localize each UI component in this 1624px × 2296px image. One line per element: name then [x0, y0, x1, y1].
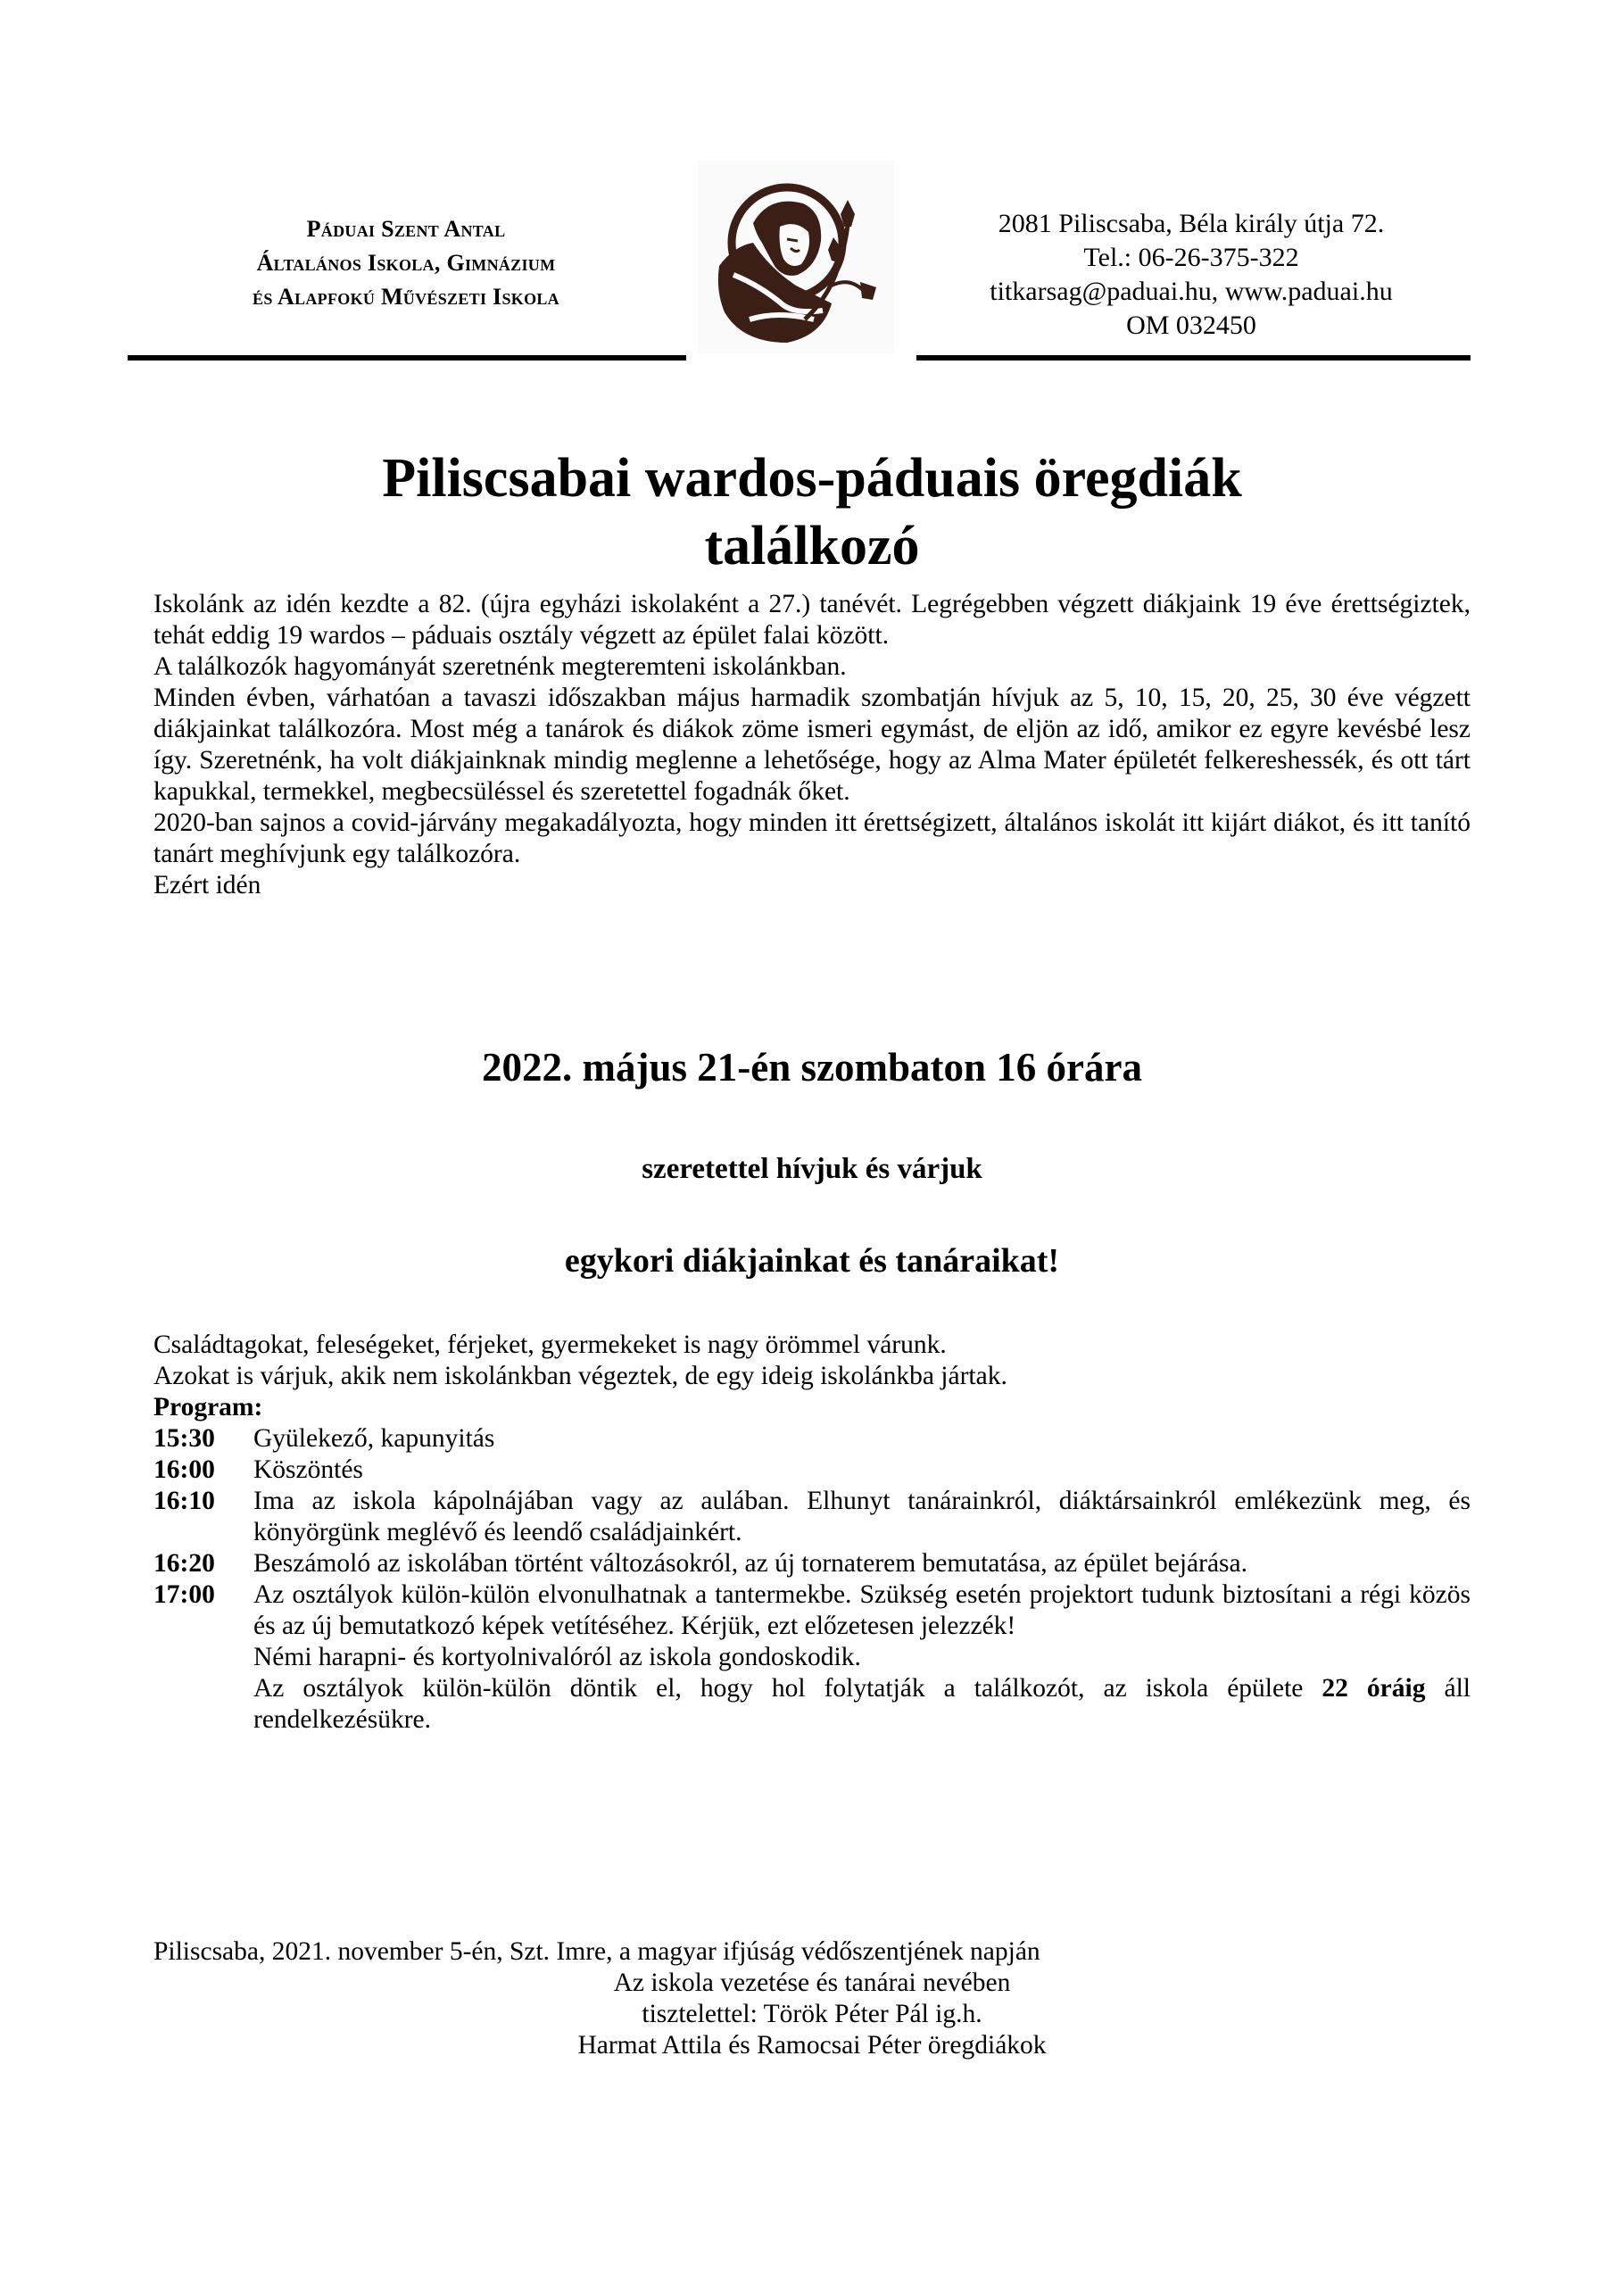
program-item: [153, 1423, 1471, 1455]
school-name-line: Általános Iskola, Gimnázium: [256, 250, 556, 276]
intro-paragraph: Iskolánk az idén kezdte a 82. (újra egyházi iskolaként a 27.) tanévét. Legrégebben végzett diákjaink 19 éve érettségiztek, tehát eddig 19 wardos – páduais osztály végzett az épület falai között.: [153, 590, 1471, 650]
school-name-line: és Alapfokú Művészeti Iskola: [253, 284, 559, 310]
email-website: titkarsag@paduai.hu, www.paduai.hu: [990, 277, 1393, 306]
signature-line: tisztelettel: Török Péter Pál ig.h.: [642, 2000, 982, 2028]
program-desc: Köszöntés: [253, 1455, 363, 1484]
program-desc: Gyülekező, kapunyitás: [253, 1424, 495, 1453]
program-item: [153, 1486, 1471, 1548]
signature-line: Harmat Attila és Ramocsai Péter öregdiákok: [577, 2031, 1047, 2060]
intro-paragraph: A találkozók hagyományát szeretnénk megteremteni iskolánkban.: [153, 652, 847, 681]
intro-paragraph: Minden évben, várhatóan a tavaszi időszakban május harmadik szombatján hívjuk az 5, 10, 15, 20, 25, 30 éve végzett diákjainkat találkozóra. Most még a tanárok és diákok zöme ismeri egymást, de eljön az idő, amikor ez egyre kevésbé lesz így. Szeretnénk, ha volt diákjainknak mindig meglenne a lehetősége, hogy az Alma Mater épületét felkereshessék, és ott tárt kapukkal, termekkel, megbecsüléssel és szeretettel fogadnák őket.: [153, 684, 1471, 806]
program-note: [253, 1673, 1471, 1736]
event-audience: egykori diákjainkat és tanáraikat!: [564, 1242, 1060, 1280]
signature-line: Az iskola vezetése és tanárai nevében: [613, 1969, 1011, 1997]
school-name-line: Páduai Szent Antal: [306, 216, 506, 242]
program-desc: Ima az iskola kápolnájában vagy az aulában. Elhunyt tanárainkról, diáktársainkról emlékezünk meg, és könyörgünk meglévő és leendő családjainkért.: [253, 1487, 1471, 1546]
header-divider-right: [916, 355, 1471, 361]
header-divider-left: [128, 355, 686, 361]
program-desc: Beszámoló az iskolában történt változásokról, az új tornaterem bemutatása, az épület bejárása.: [253, 1549, 1247, 1578]
program-time: 17:00: [153, 1580, 215, 1609]
school-name: [125, 212, 687, 314]
program-section: [153, 1330, 1471, 1736]
welcome-paragraph: Azokat is várjuk, akik nem iskolánkban végeztek, de egy ideig iskolánkba jártak.: [153, 1362, 1007, 1390]
program-note-text: áll rendelkezésükre.: [253, 1674, 1471, 1734]
program-time: 15:30: [153, 1424, 215, 1453]
title-line-1: Piliscsabai wardos-páduais öregdiák: [382, 448, 1242, 509]
program-item: [153, 1548, 1471, 1579]
program-time: 16:10: [153, 1487, 215, 1515]
intro-paragraph: 2020-ban sajnos a covid-járvány megakadályozta, hogy minden itt érettségizett, általános iskolát itt kijárt diákot, és itt tanító tanárt meghívjunk egy találkozóra.: [153, 808, 1471, 868]
school-contact: [910, 207, 1472, 343]
intro-paragraph: Ezért idén: [153, 871, 261, 899]
om-id: OM 032450: [1126, 311, 1256, 340]
event-date: 2022. május 21-én szombaton 16 órára: [482, 1045, 1142, 1090]
intro-section: [153, 589, 1471, 901]
signature-block: [153, 1936, 1471, 2061]
program-time: 16:20: [153, 1549, 215, 1578]
page-title: [143, 444, 1481, 580]
program-desc-group: [253, 1579, 1471, 1736]
event-invite: szeretettel hívjuk és várjuk: [642, 1153, 982, 1185]
title-line-2: találkozó: [704, 516, 920, 576]
saint-anthony-logo-icon: [698, 161, 894, 353]
program-item: [153, 1579, 1471, 1736]
address: 2081 Piliscsaba, Béla király útja 72.: [998, 209, 1385, 238]
place-date: Piliscsaba, 2021. november 5-én, Szt. Imre, a magyar ifjúság védőszentjének napján: [153, 1937, 1040, 1966]
program-note-text: Az osztályok külön-külön döntik el, hogy hol folytatják a találkozót, az iskola épülete: [253, 1674, 1322, 1703]
program-time: 16:00: [153, 1455, 215, 1484]
closing-time: 22 óráig: [1322, 1674, 1426, 1703]
welcome-paragraph: Családtagokat, feleségeket, férjeket, gyermekeket is nagy örömmel várunk.: [153, 1330, 947, 1359]
phone: Tel.: 06-26-375-322: [1083, 243, 1299, 272]
program-heading: Program:: [153, 1393, 263, 1422]
program-desc: Az osztályok külön-külön elvonulhatnak a tantermekbe. Szükség esetén projektort tudunk biztosítani a régi közös és az új bemutatkozó képek vetítéséhez. Kérjük, ezt előzetesen jelezzék!: [253, 1580, 1471, 1640]
program-note: Némi harapni- és kortyolnivalóról az iskola gondoskodik.: [253, 1643, 861, 1671]
program-item: [153, 1455, 1471, 1486]
